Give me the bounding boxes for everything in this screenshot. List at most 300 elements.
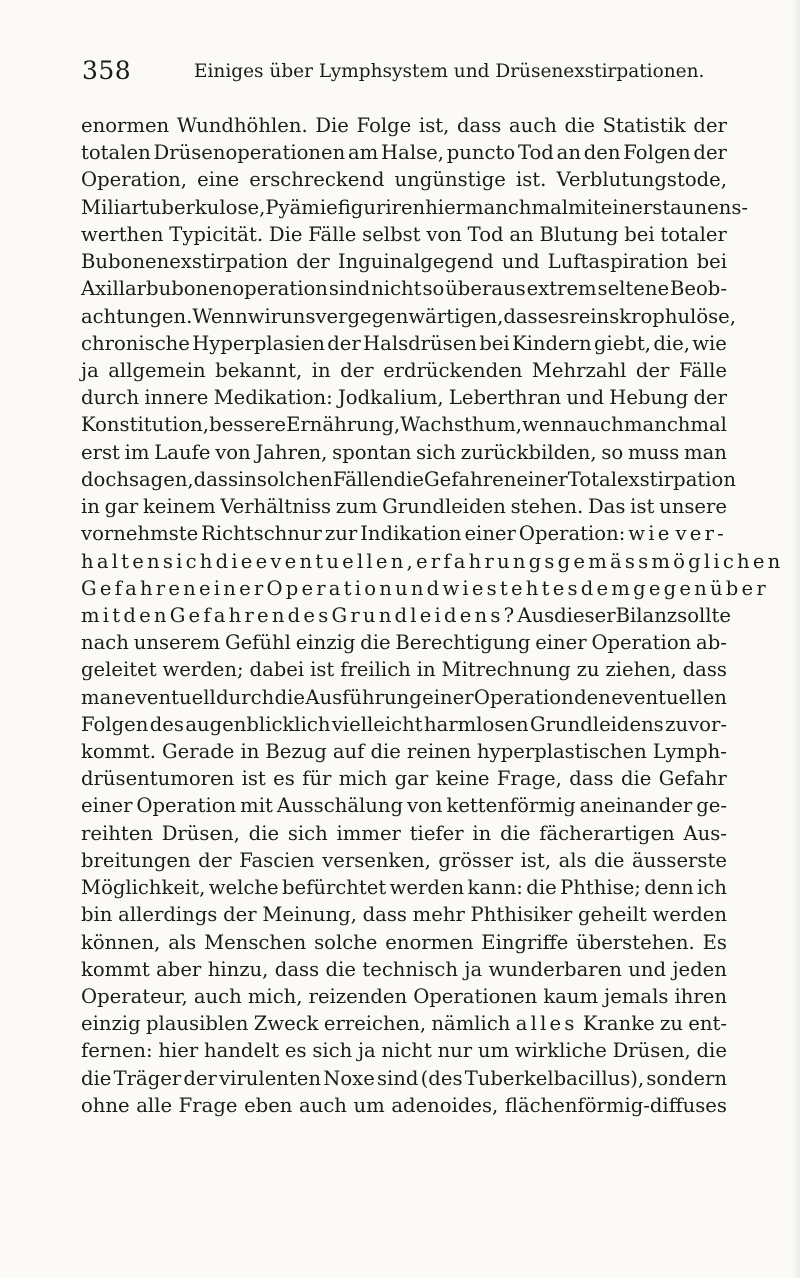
word: und xyxy=(501,250,540,274)
word: zu xyxy=(660,1012,683,1036)
text-line xyxy=(81,711,727,738)
word: und xyxy=(628,957,667,981)
word: die xyxy=(248,821,280,845)
word: achtungen. xyxy=(81,304,193,328)
word: ge- xyxy=(696,794,727,818)
word: einzig xyxy=(81,1012,141,1036)
text-line xyxy=(81,820,727,847)
word: einer xyxy=(535,631,587,655)
word: welche xyxy=(208,876,279,900)
word: im xyxy=(124,440,150,464)
word: Statistik xyxy=(602,114,686,137)
word: reinen xyxy=(406,740,471,764)
word: (des xyxy=(420,1066,463,1090)
word: Frage xyxy=(178,1093,238,1117)
word: spontan xyxy=(332,440,412,464)
word: dass xyxy=(362,903,407,927)
word: geleitet xyxy=(81,658,157,682)
word: Grundleidens xyxy=(530,712,664,736)
word: ist, xyxy=(418,114,450,137)
word: ohne xyxy=(81,1093,130,1117)
text-line xyxy=(81,983,727,1010)
word: ich xyxy=(697,876,727,900)
word: immer xyxy=(336,821,401,845)
text-line xyxy=(81,166,727,193)
word: Miliartuberkulose, xyxy=(81,195,266,219)
text-line xyxy=(81,847,727,874)
word: Bilanz xyxy=(615,603,678,627)
page-edge-shadow xyxy=(792,0,800,1278)
word: mich, xyxy=(247,985,303,1008)
text-line xyxy=(81,684,727,711)
word: den xyxy=(574,685,611,709)
word: durch xyxy=(216,685,275,709)
word: ist. xyxy=(515,168,547,192)
word: jeden xyxy=(672,957,727,981)
word: in xyxy=(238,467,257,491)
word: ist xyxy=(241,767,266,791)
word: Operation xyxy=(266,576,396,600)
word: Grundleidens? xyxy=(331,603,518,627)
word: als xyxy=(558,848,587,872)
word: die xyxy=(360,631,391,655)
word: am xyxy=(348,141,379,165)
word: für xyxy=(302,767,332,791)
word: Aus xyxy=(517,603,555,627)
word: seltene xyxy=(597,277,670,301)
word: Noxe xyxy=(323,1066,375,1090)
word: ent- xyxy=(688,1012,727,1036)
word: sind xyxy=(328,277,371,301)
word: Operation: xyxy=(518,522,626,546)
word: Hebung xyxy=(609,386,689,410)
word: kann: xyxy=(467,876,523,900)
text-line xyxy=(81,330,727,357)
word: dass xyxy=(503,304,548,328)
word: es xyxy=(552,576,581,600)
word: Ausschälung xyxy=(276,794,404,818)
word: in xyxy=(81,495,100,519)
word: einer xyxy=(516,467,568,491)
word: auch xyxy=(508,114,557,137)
word: doch xyxy=(81,467,129,491)
word: vornehmste xyxy=(81,522,199,546)
text-line xyxy=(81,602,731,629)
word: erreichen, xyxy=(323,1012,427,1036)
word: Gerade xyxy=(161,740,235,764)
text-line xyxy=(81,874,727,901)
word: nach xyxy=(81,631,129,655)
word: sich xyxy=(416,440,457,464)
word: bei xyxy=(696,250,727,274)
word: werden xyxy=(652,903,727,927)
word: Operation xyxy=(136,794,237,818)
word: von xyxy=(407,794,443,818)
word: breitungen xyxy=(81,848,191,872)
text-line xyxy=(81,466,736,493)
word: versenken, xyxy=(322,848,431,872)
word: es xyxy=(547,304,570,328)
word: die xyxy=(500,821,531,845)
word: die xyxy=(393,467,424,491)
word: mit xyxy=(81,603,124,627)
word: selbst xyxy=(362,222,421,246)
word: Die xyxy=(268,222,303,246)
word: hinzu, xyxy=(207,957,269,981)
text-line xyxy=(81,411,727,438)
word: solche xyxy=(314,930,378,954)
word: virulenten xyxy=(219,1066,322,1090)
word: Hyperplasien xyxy=(192,331,325,355)
word: technisch xyxy=(362,957,458,981)
word: sich xyxy=(312,1039,353,1063)
word: geheilt xyxy=(578,903,647,927)
word: mich xyxy=(338,767,388,791)
word: gar xyxy=(394,767,429,791)
word: in xyxy=(240,740,260,764)
word: des xyxy=(149,712,184,736)
word: drüsentumoren xyxy=(81,767,235,791)
word: puncto xyxy=(446,141,516,165)
word: können, xyxy=(81,930,161,954)
text-line xyxy=(81,1010,727,1037)
word: die xyxy=(274,685,305,709)
word: erschreckend xyxy=(249,168,385,192)
text-line xyxy=(81,439,727,466)
word: vielleicht xyxy=(331,712,423,736)
word: fernen: xyxy=(81,1039,153,1063)
word: eventuell xyxy=(124,685,216,709)
word: wirkliche xyxy=(514,1039,607,1063)
word: Fälle xyxy=(308,222,357,246)
word: gar xyxy=(104,495,139,519)
text-line xyxy=(81,929,727,956)
word: sondern xyxy=(646,1066,727,1090)
word: ja xyxy=(357,1039,376,1063)
word: alle xyxy=(136,1093,173,1117)
word: dass xyxy=(569,767,614,791)
word: erst xyxy=(81,440,120,464)
word: flächenförmig-diffuses xyxy=(504,1093,727,1117)
word: Tuberkelbacillus), xyxy=(464,1066,645,1090)
word: die xyxy=(325,957,356,981)
body-text xyxy=(81,112,784,1119)
word: äusserste xyxy=(632,848,727,872)
word: die xyxy=(81,1066,112,1090)
word: möglichen xyxy=(651,549,784,573)
word: der xyxy=(183,1066,217,1090)
word: auch xyxy=(193,985,242,1008)
word: bei xyxy=(624,222,655,246)
word: ver- xyxy=(675,522,727,546)
text-line xyxy=(81,656,727,683)
page-header xyxy=(82,56,732,86)
word: uns xyxy=(280,304,316,328)
text-line xyxy=(81,575,769,602)
word: von xyxy=(426,222,462,246)
word: Blutung xyxy=(539,222,619,246)
text-line xyxy=(81,738,727,765)
word: Zweck xyxy=(253,1012,319,1036)
word: wie xyxy=(628,522,673,546)
text-line xyxy=(81,303,737,330)
word: sich xyxy=(287,821,328,845)
word: bin xyxy=(81,903,113,927)
word: Wenn xyxy=(192,304,248,328)
word: mehr xyxy=(412,903,465,927)
word: ja xyxy=(464,957,483,981)
word: der xyxy=(693,141,727,165)
word: kommt. xyxy=(81,740,156,764)
word: eventuellen, xyxy=(255,549,416,573)
word: Grundleiden xyxy=(382,495,506,519)
word: stehen. xyxy=(510,495,584,519)
word: bekannt, xyxy=(215,358,303,382)
word: in xyxy=(311,358,331,382)
word: Es xyxy=(702,930,727,954)
word: Folgen xyxy=(623,141,691,165)
text-line xyxy=(81,792,727,819)
word: reizenden xyxy=(308,985,408,1008)
word: Kranke xyxy=(582,1012,655,1036)
word: ja xyxy=(81,358,99,382)
text-line xyxy=(81,384,727,411)
word: Operationen xyxy=(413,985,538,1008)
word: erdrückenden xyxy=(383,358,523,382)
word: Jodkalium, xyxy=(337,386,444,410)
word: um xyxy=(477,1039,510,1063)
word: Gefahren xyxy=(81,576,199,600)
word: die xyxy=(564,114,595,137)
word: Richtschnur xyxy=(201,522,322,546)
word: die xyxy=(215,549,256,573)
word: in xyxy=(472,821,492,845)
word: Meinung, xyxy=(262,903,357,927)
running-title: Einiges über Lymphsystem und Drüsenexstirpationen. xyxy=(194,61,705,82)
word: manchmal xyxy=(623,413,727,437)
word: ungünstige xyxy=(394,168,506,192)
word: der xyxy=(693,386,727,410)
word: ist xyxy=(630,495,655,519)
word: der xyxy=(198,848,232,872)
word: fächerartigen xyxy=(539,821,675,845)
word: Folge xyxy=(356,114,412,137)
word: dabei xyxy=(249,658,305,682)
word: eben xyxy=(244,1093,293,1117)
word: Mehrzahl xyxy=(531,358,627,382)
word: es xyxy=(284,1039,307,1063)
word: Gefühl xyxy=(224,631,291,655)
word: extrem xyxy=(526,277,597,301)
word: überaus xyxy=(445,277,526,301)
word: auch xyxy=(575,413,624,437)
word: der xyxy=(693,114,727,137)
word: allerdings xyxy=(118,903,218,927)
word: durch xyxy=(81,386,140,410)
word: von xyxy=(215,440,251,464)
word: Drüsen, xyxy=(612,1039,691,1063)
word: sollte xyxy=(677,603,731,627)
text-line xyxy=(81,901,727,928)
word: denn xyxy=(644,876,694,900)
word: als xyxy=(168,930,197,954)
word: totaler xyxy=(660,222,727,246)
word: bei xyxy=(479,331,510,355)
word: Bezug xyxy=(265,740,327,764)
text-line xyxy=(81,248,727,275)
word: enormen xyxy=(81,114,170,137)
word: aber xyxy=(156,957,202,981)
word: nur xyxy=(437,1039,473,1063)
page-number: 358 xyxy=(82,56,132,85)
word: Die xyxy=(315,114,349,137)
word: Drüsen, xyxy=(161,821,240,845)
word: totalen xyxy=(81,141,151,165)
text-line xyxy=(81,629,727,656)
word: werden xyxy=(389,876,465,900)
text-line xyxy=(81,139,727,166)
word: einer xyxy=(600,195,653,219)
word: Tod xyxy=(517,141,554,165)
word: Konstitution, xyxy=(81,413,210,437)
word: Fascien xyxy=(239,848,315,872)
word: plausiblen xyxy=(145,1012,249,1036)
word: nämlich xyxy=(431,1012,511,1036)
word: wir xyxy=(247,304,281,328)
word: grösser xyxy=(438,848,514,872)
word: keine xyxy=(435,767,490,791)
word: Operateur, xyxy=(81,985,188,1008)
word: Gefahr xyxy=(658,767,727,791)
text-line xyxy=(81,221,727,248)
word: der xyxy=(327,331,361,355)
text-line xyxy=(81,194,748,221)
word: dass xyxy=(457,114,502,137)
word: ziehen, xyxy=(605,658,677,682)
word: hyperplastischen xyxy=(477,740,647,764)
word: zuvor- xyxy=(665,712,727,736)
word: einer xyxy=(81,794,133,818)
word: Wachsthum, xyxy=(400,413,522,437)
word: die xyxy=(620,767,652,791)
word: halten xyxy=(81,549,163,573)
word: mit xyxy=(568,195,601,219)
word: an xyxy=(509,222,534,246)
word: Inguinalgegend xyxy=(337,250,494,274)
word: Operation, xyxy=(81,168,188,192)
word: an xyxy=(556,141,581,165)
word: kaum xyxy=(543,985,599,1008)
word: hier xyxy=(425,195,466,219)
word: rein xyxy=(569,304,610,328)
word: Eingriffe xyxy=(481,930,569,954)
word: demgegenüber xyxy=(580,576,769,600)
word: Verblutungstode, xyxy=(556,168,727,192)
word: eventuellen xyxy=(611,685,727,709)
word: es xyxy=(273,767,295,791)
word: Frage, xyxy=(496,767,562,791)
word: wenn xyxy=(522,413,576,437)
word: eine xyxy=(197,168,240,192)
word: die xyxy=(696,1039,727,1063)
word: jemals xyxy=(604,985,669,1008)
word: freilich xyxy=(340,658,411,682)
word: werthen xyxy=(81,222,164,246)
word: mit xyxy=(240,794,273,818)
word: Gefahren xyxy=(169,603,288,627)
word: Halse, xyxy=(381,141,444,165)
word: keinem xyxy=(143,495,216,519)
word: zur xyxy=(324,522,358,546)
word: Mitrechnung xyxy=(441,658,571,682)
word: in xyxy=(416,658,436,682)
word: Operation xyxy=(473,685,574,709)
word: unserem xyxy=(133,631,221,655)
word: steht xyxy=(486,576,553,600)
word: chronische xyxy=(81,331,190,355)
word: figuriren xyxy=(337,195,426,219)
word: nicht xyxy=(371,277,422,301)
word: die xyxy=(370,740,401,764)
text-line xyxy=(81,1037,727,1064)
word: sind xyxy=(376,1066,419,1090)
word: Axillarbubonenoperation xyxy=(81,277,328,301)
word: Fällen xyxy=(332,467,394,491)
word: der xyxy=(340,358,374,382)
word: die xyxy=(594,848,625,872)
word: zu xyxy=(576,658,600,682)
word: Lymph- xyxy=(652,740,727,764)
text-line xyxy=(81,548,784,575)
word: befürchtet xyxy=(281,876,387,900)
word: alles xyxy=(515,1012,578,1036)
word: um xyxy=(353,1093,385,1117)
word: die, xyxy=(653,331,690,355)
word: ist xyxy=(310,658,335,682)
word: bessere xyxy=(209,413,286,437)
word: sich xyxy=(162,549,216,573)
word: Medikation: xyxy=(213,386,333,410)
word: überstehen. xyxy=(576,930,695,954)
word: Bubonenexstirpation xyxy=(81,250,289,274)
word: des xyxy=(287,603,332,627)
word: Drüsenoperationen xyxy=(153,141,346,165)
word: der xyxy=(635,358,670,382)
word: die xyxy=(526,876,557,900)
word: skrophulöse, xyxy=(609,304,737,328)
word: einer xyxy=(422,685,474,709)
word: Wundhöhlen. xyxy=(176,114,308,137)
word: zurückbilden, xyxy=(460,440,597,464)
word: unsere xyxy=(659,495,727,519)
text-line xyxy=(81,765,727,792)
word: ab- xyxy=(696,631,727,655)
text-line xyxy=(81,357,727,384)
word: auch xyxy=(299,1093,347,1117)
word: allgemein xyxy=(108,358,206,382)
word: Berechtigung xyxy=(395,631,531,655)
word: Möglichkeit, xyxy=(81,876,206,900)
word: enormen xyxy=(385,930,474,954)
word: Ausführung xyxy=(305,685,422,709)
word: einzig xyxy=(295,631,356,655)
word: werden; xyxy=(162,658,244,682)
word: Leberthran xyxy=(448,386,562,410)
word: dieser xyxy=(554,603,616,627)
word: erfahrungsgemäss xyxy=(415,549,652,573)
word: ihren xyxy=(674,985,727,1008)
word: Fälle xyxy=(678,358,727,382)
